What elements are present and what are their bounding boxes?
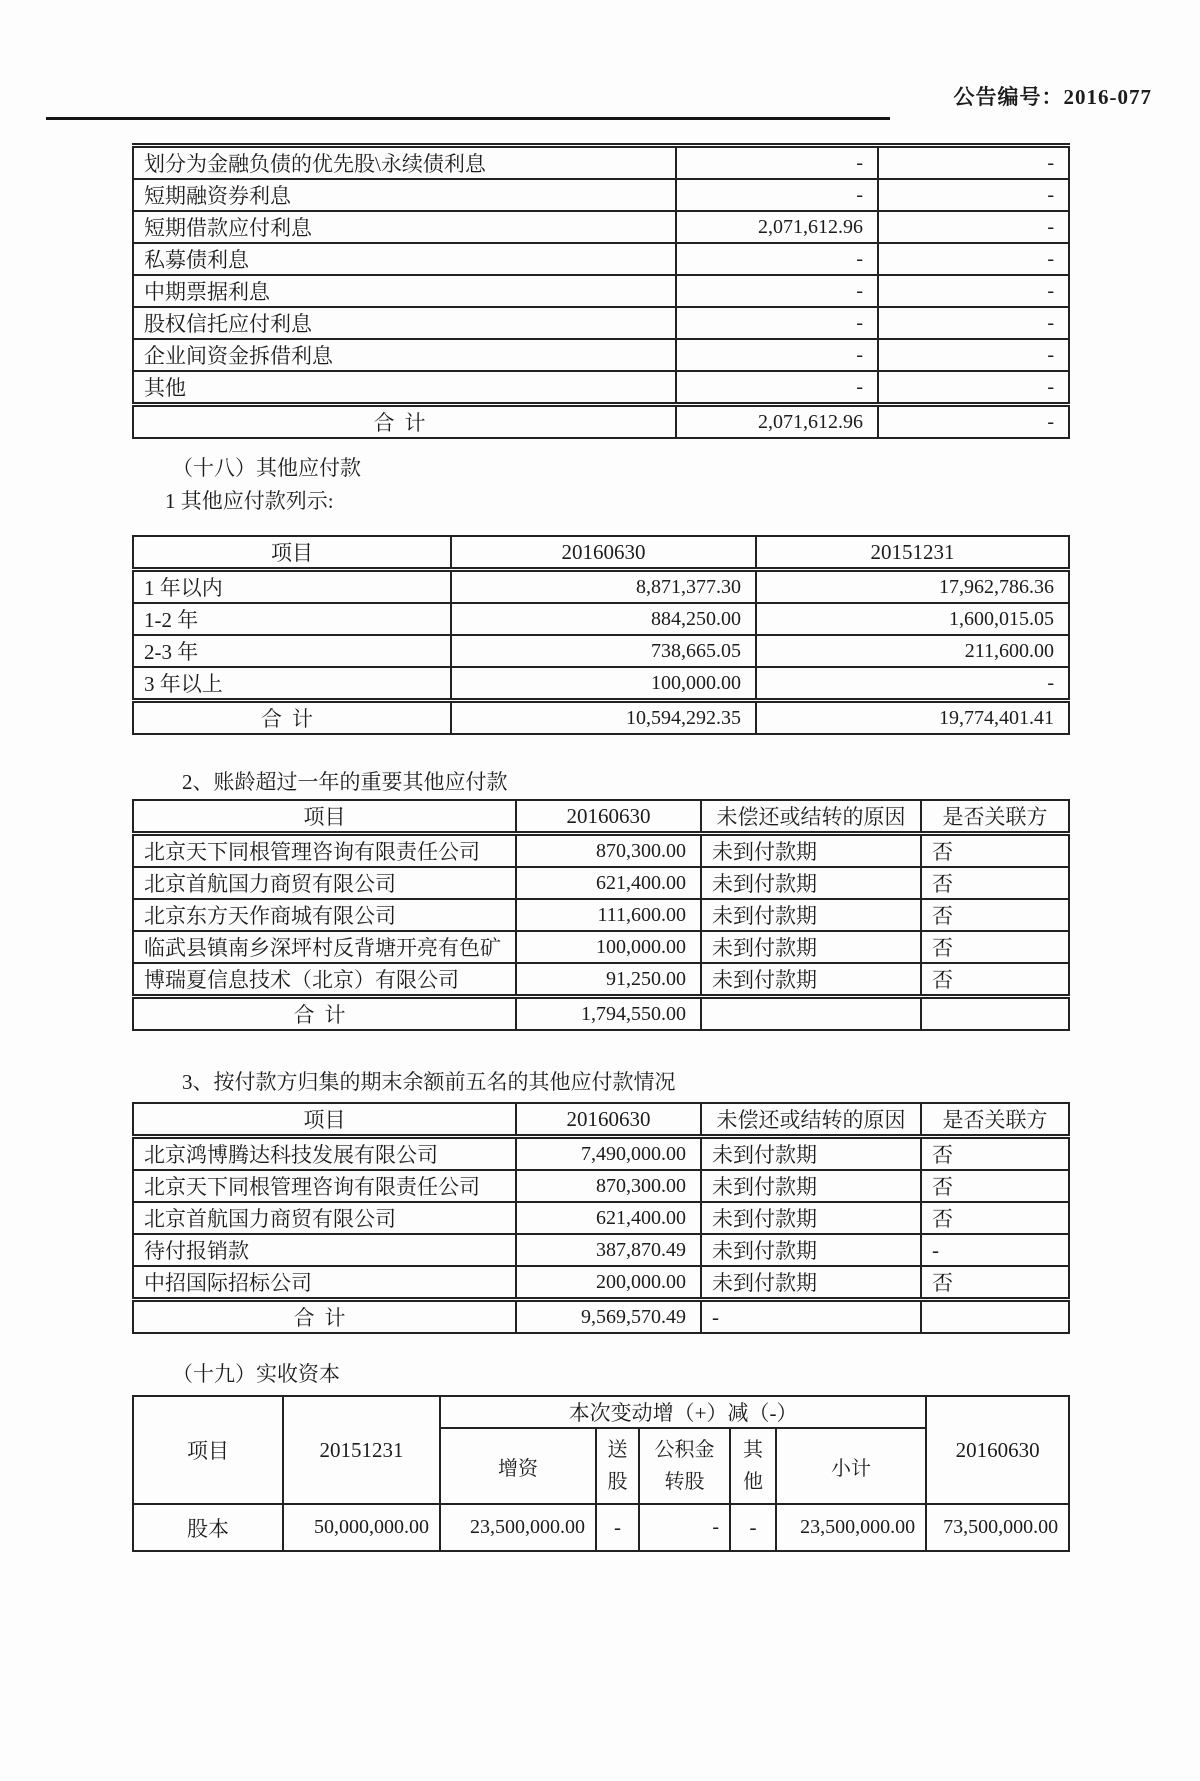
table-row [133, 1137, 1069, 1171]
value-cell: 9,569,570.49 [516, 1300, 701, 1334]
column-header: 其他 [730, 1428, 776, 1504]
table-row [133, 603, 1069, 635]
value-cell: 870,300.00 [516, 1170, 701, 1202]
total-row [133, 997, 1069, 1031]
announcement-number: 公告编号：2016-077 [953, 85, 1152, 109]
value-cell: 否 [921, 899, 1069, 931]
value-cell: 23,500,000.00 [440, 1504, 596, 1551]
row-label-cell: 临武县镇南乡深坪村反背塘开亮有色矿 [133, 931, 516, 963]
column-header: 公积金转股 [639, 1428, 730, 1504]
interest-payable-table [132, 143, 1070, 439]
value-cell: 211,600.00 [756, 635, 1069, 667]
value-cell: - [676, 275, 878, 307]
table-row [133, 307, 1069, 339]
value-cell: 884,250.00 [451, 603, 756, 635]
value-cell: - [596, 1504, 639, 1551]
value-cell: 10,594,292.35 [451, 701, 756, 735]
top-five-payables-table [132, 1102, 1070, 1334]
table-row [133, 570, 1069, 604]
value-cell [921, 997, 1069, 1031]
column-header: 20151231 [283, 1396, 440, 1504]
value-cell: 未到付款期 [701, 1202, 921, 1234]
total-label-cell: 合计 [133, 405, 676, 439]
value-cell: 未到付款期 [701, 1170, 921, 1202]
over-one-year-payables-table [132, 799, 1070, 1031]
value-cell: - [676, 371, 878, 405]
value-cell: 111,600.00 [516, 899, 701, 931]
row-label-cell: 中招国际招标公司 [133, 1266, 516, 1300]
table-header-row [133, 1103, 1069, 1137]
value-cell: - [878, 275, 1069, 307]
value-cell: - [730, 1504, 776, 1551]
value-cell: - [921, 1234, 1069, 1266]
value-cell: 621,400.00 [516, 867, 701, 899]
row-label-cell: 企业间资金拆借利息 [133, 339, 676, 371]
column-header: 20160630 [926, 1396, 1069, 1504]
value-cell: 17,962,786.36 [756, 570, 1069, 604]
value-cell: 未到付款期 [701, 1137, 921, 1171]
value-cell: 23,500,000.00 [776, 1504, 926, 1551]
value-cell: 未到付款期 [701, 931, 921, 963]
value-cell: - [639, 1504, 730, 1551]
other-payables-aging-table [132, 535, 1070, 735]
value-cell: 91,250.00 [516, 963, 701, 997]
value-cell: - [878, 339, 1069, 371]
table-header-row [133, 536, 1069, 570]
value-cell: 否 [921, 963, 1069, 997]
column-header: 项目 [133, 1103, 516, 1137]
value-cell: 100,000.00 [516, 931, 701, 963]
column-header: 20160630 [516, 1103, 701, 1137]
row-label-cell: 划分为金融负债的优先股\永续债利息 [133, 146, 676, 180]
value-cell: 621,400.00 [516, 1202, 701, 1234]
row-label-cell: 北京首航国力商贸有限公司 [133, 1202, 516, 1234]
total-label-cell: 合计 [133, 1300, 516, 1334]
value-cell: 1,600,015.05 [756, 603, 1069, 635]
row-label-cell: 3 年以上 [133, 667, 451, 701]
value-cell: 387,870.49 [516, 1234, 701, 1266]
value-cell: - [878, 405, 1069, 439]
row-label-cell: 博瑞夏信息技术（北京）有限公司 [133, 963, 516, 997]
value-cell: 未到付款期 [701, 867, 921, 899]
table-row [133, 275, 1069, 307]
total-row [133, 405, 1069, 439]
table-header-row [133, 800, 1069, 834]
row-label-cell: 1-2 年 [133, 603, 451, 635]
paid-in-capital-table [132, 1395, 1070, 1552]
value-cell: 否 [921, 1202, 1069, 1234]
row-label-cell: 短期融资券利息 [133, 179, 676, 211]
header-divider [46, 117, 890, 120]
value-cell: - [676, 146, 878, 180]
column-header: 未偿还或结转的原因 [701, 800, 921, 834]
column-header: 20151231 [756, 536, 1069, 570]
total-row [133, 701, 1069, 735]
value-cell: - [878, 371, 1069, 405]
value-cell: 738,665.05 [451, 635, 756, 667]
table-row [133, 1266, 1069, 1300]
value-cell: 否 [921, 834, 1069, 868]
table-row [133, 1170, 1069, 1202]
value-cell: - [878, 211, 1069, 243]
value-cell: 否 [921, 931, 1069, 963]
table-row [133, 146, 1069, 180]
row-label-cell: 北京天下同根管理咨询有限责任公司 [133, 834, 516, 868]
value-cell: - [756, 667, 1069, 701]
row-label-cell: 北京东方天作商城有限公司 [133, 899, 516, 931]
value-cell: - [676, 179, 878, 211]
column-header: 增资 [440, 1428, 596, 1504]
value-cell: 未到付款期 [701, 834, 921, 868]
row-label-cell: 1 年以内 [133, 570, 451, 604]
value-cell: 2,071,612.96 [676, 405, 878, 439]
value-cell [701, 997, 921, 1031]
section-top5-title: 3、按付款方归集的期末余额前五名的其他应付款情况 [182, 1070, 676, 1094]
table-row [133, 211, 1069, 243]
row-label-cell: 股本 [133, 1504, 283, 1551]
table-row [133, 899, 1069, 931]
column-header: 20160630 [451, 536, 756, 570]
table-row [133, 635, 1069, 667]
value-cell: 未到付款期 [701, 1234, 921, 1266]
table-row [133, 179, 1069, 211]
row-label-cell: 私募债利息 [133, 243, 676, 275]
value-cell: 7,490,000.00 [516, 1137, 701, 1171]
table-row [133, 1202, 1069, 1234]
value-cell: - [676, 307, 878, 339]
column-header: 项目 [133, 1396, 283, 1504]
row-label-cell: 其他 [133, 371, 676, 405]
value-cell: - [878, 243, 1069, 275]
total-row [133, 1300, 1069, 1334]
column-header: 项目 [133, 800, 516, 834]
column-header: 是否关联方 [921, 1103, 1069, 1137]
row-label-cell: 2-3 年 [133, 635, 451, 667]
section-19-title: （十九）实收资本 [172, 1362, 340, 1386]
row-label-cell: 短期借款应付利息 [133, 211, 676, 243]
value-cell: 200,000.00 [516, 1266, 701, 1300]
row-label-cell: 北京天下同根管理咨询有限责任公司 [133, 1170, 516, 1202]
value-cell: - [878, 179, 1069, 211]
section-18-title: （十八）其他应付款 [172, 456, 361, 480]
value-cell: 8,871,377.30 [451, 570, 756, 604]
table-row [133, 1234, 1069, 1266]
value-cell: 否 [921, 1266, 1069, 1300]
table-row [133, 834, 1069, 868]
section-18-subtitle: 1 其他应付款列示: [165, 489, 334, 513]
table-header-row [133, 1396, 1069, 1428]
section-aging-title: 2、账龄超过一年的重要其他应付款 [182, 770, 508, 794]
row-label-cell: 北京首航国力商贸有限公司 [133, 867, 516, 899]
table-row [133, 243, 1069, 275]
value-cell: - [701, 1300, 921, 1334]
table-row [133, 867, 1069, 899]
column-header: 小计 [776, 1428, 926, 1504]
table-row [133, 339, 1069, 371]
value-cell [921, 1300, 1069, 1334]
value-cell: 73,500,000.00 [926, 1504, 1069, 1551]
value-cell: 否 [921, 867, 1069, 899]
value-cell: - [878, 146, 1069, 180]
row-label-cell: 待付报销款 [133, 1234, 516, 1266]
total-label-cell: 合计 [133, 701, 451, 735]
value-cell: 870,300.00 [516, 834, 701, 868]
column-header: 项目 [133, 536, 451, 570]
column-header: 未偿还或结转的原因 [701, 1103, 921, 1137]
value-cell: 2,071,612.96 [676, 211, 878, 243]
column-header: 是否关联方 [921, 800, 1069, 834]
table-row [133, 963, 1069, 997]
value-cell: 19,774,401.41 [756, 701, 1069, 735]
value-cell: - [878, 307, 1069, 339]
value-cell: - [676, 243, 878, 275]
value-cell: 未到付款期 [701, 1266, 921, 1300]
column-header-change-group: 本次变动增（+）减（-） [440, 1396, 926, 1428]
column-header: 送股 [596, 1428, 639, 1504]
row-label-cell: 中期票据利息 [133, 275, 676, 307]
value-cell: 未到付款期 [701, 899, 921, 931]
row-label-cell: 股权信托应付利息 [133, 307, 676, 339]
table-row [133, 931, 1069, 963]
document-page [0, 84, 1200, 1552]
row-label-cell: 北京鸿博腾达科技发展有限公司 [133, 1137, 516, 1171]
value-cell: 1,794,550.00 [516, 997, 701, 1031]
table-row [133, 667, 1069, 701]
value-cell: 未到付款期 [701, 963, 921, 997]
value-cell: 否 [921, 1170, 1069, 1202]
value-cell: 100,000.00 [451, 667, 756, 701]
value-cell: - [676, 339, 878, 371]
table-row [133, 371, 1069, 405]
value-cell: 50,000,000.00 [283, 1504, 440, 1551]
total-label-cell: 合计 [133, 997, 516, 1031]
value-cell: 否 [921, 1137, 1069, 1171]
column-header: 20160630 [516, 800, 701, 834]
table-row [133, 1504, 1069, 1551]
